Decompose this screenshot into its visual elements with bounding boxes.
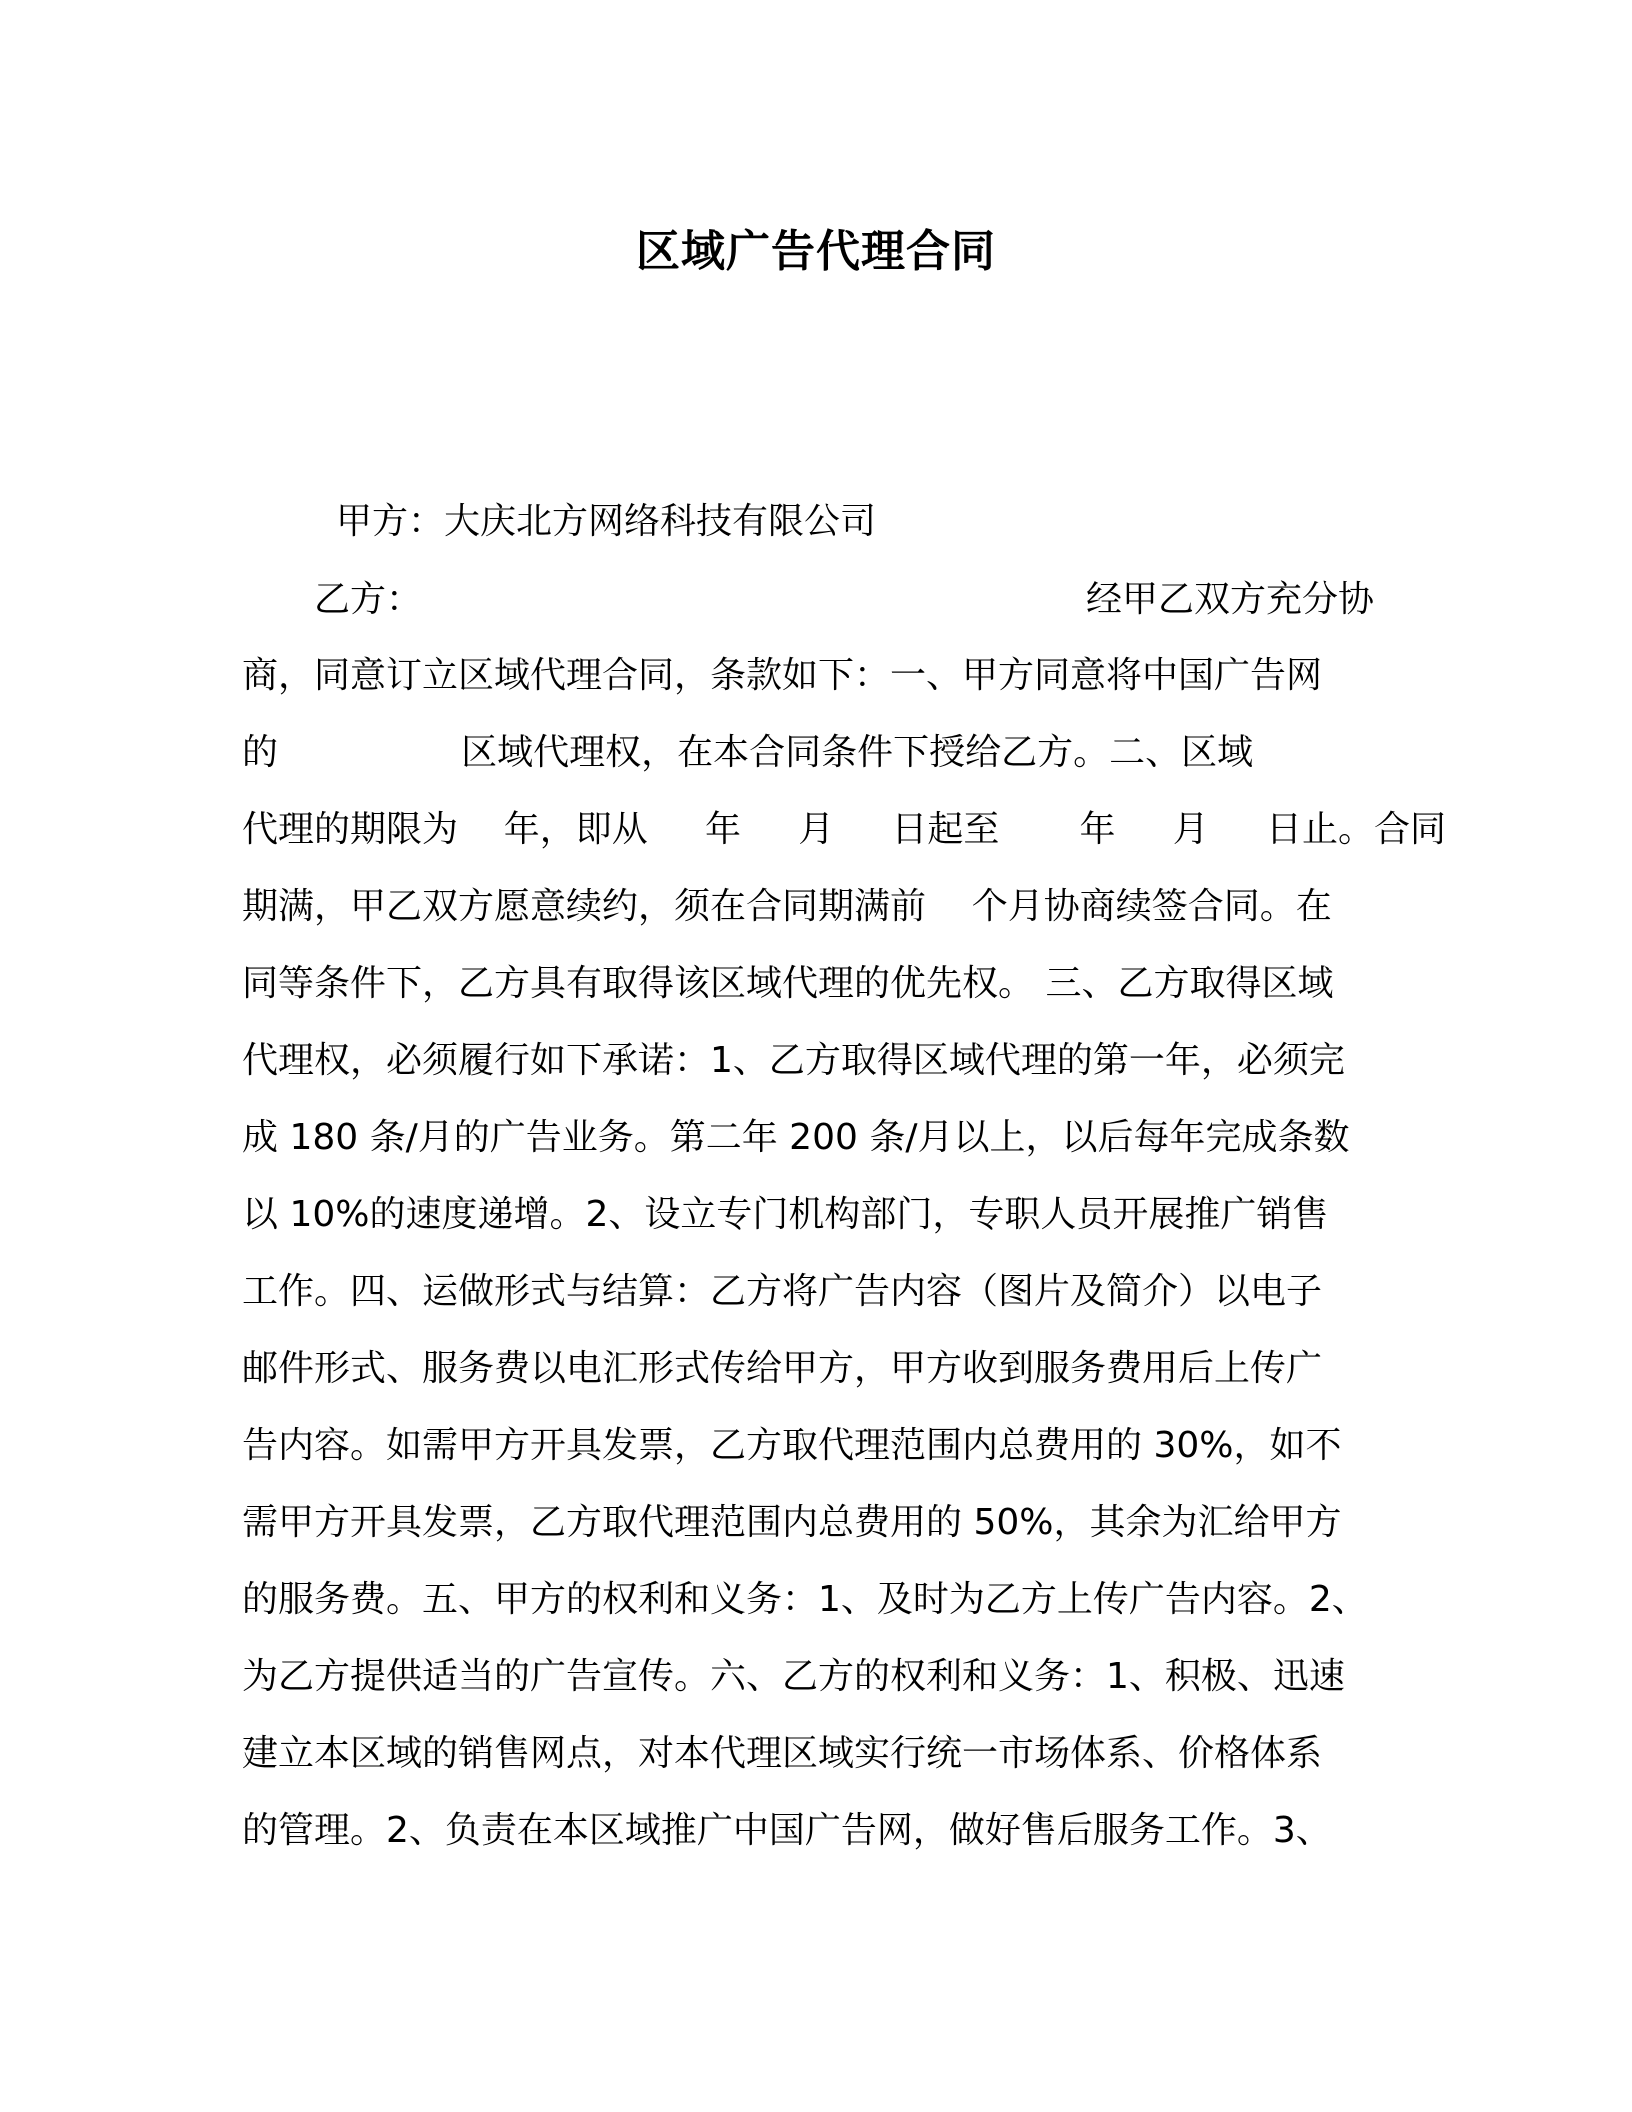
document-title: 区域广告代理合同 bbox=[636, 226, 996, 277]
body-line: 告内容。如需甲方开具发票，乙方取代理范围内总费用的 30%，如不 bbox=[242, 1425, 1342, 1466]
body-line: 期满，甲乙双方愿意续约，须在合同期满前 个月协商续签合同。在 bbox=[242, 886, 1332, 927]
body-line: 需甲方开具发票，乙方取代理范围内总费用的 50%，其余为汇给甲方 bbox=[242, 1502, 1342, 1543]
body-line: 商，同意订立区域代理合同，条款如下：一、甲方同意将中国广告网 bbox=[242, 655, 1323, 696]
body-line: 邮件形式、服务费以电汇形式传给甲方，甲方收到服务费用后上传广 bbox=[242, 1348, 1323, 1389]
body-line: 代理的期限为 年，即从 年 月 日起至 年 月 日止。合同 bbox=[242, 809, 1446, 850]
body-line: 同等条件下，乙方具有取得该区域代理的优先权。 三、乙方取得区域 bbox=[242, 963, 1334, 1004]
body-line: 的 区域代理权，在本合同条件下授给乙方。二、区域 bbox=[242, 732, 1254, 773]
body-line: 为乙方提供适当的广告宣传。六、乙方的权利和义务：1、积极、迅速 bbox=[242, 1656, 1345, 1697]
consultation-text: 经甲乙双方充分协 bbox=[1086, 579, 1375, 620]
party-a-line: 甲方：大庆北方网络科技有限公司 bbox=[336, 501, 877, 542]
body-line: 建立本区域的销售网点，对本代理区域实行统一市场体系、价格体系 bbox=[242, 1733, 1323, 1774]
contract-body bbox=[242, 646, 1446, 1878]
body-line: 成 180 条/月的广告业务。第二年 200 条/月以上，以后每年完成条数 bbox=[242, 1117, 1350, 1158]
body-line: 的管理。2、负责在本区域推广中国广告网，做好售后服务工作。3、 bbox=[242, 1810, 1332, 1851]
body-line: 代理权，必须履行如下承诺：1、乙方取得区域代理的第一年，必须完 bbox=[242, 1040, 1345, 1081]
body-line: 以 10%的速度递增。2、设立专门机构部门，专职人员开展推广销售 bbox=[242, 1194, 1329, 1235]
body-line: 工作。四、运做形式与结算：乙方将广告内容（图片及简介）以电子 bbox=[242, 1271, 1323, 1312]
party-b-label: 乙方： bbox=[314, 579, 423, 620]
body-line: 的服务费。五、甲方的权利和义务：1、及时为乙方上传广告内容。2、 bbox=[242, 1579, 1368, 1620]
